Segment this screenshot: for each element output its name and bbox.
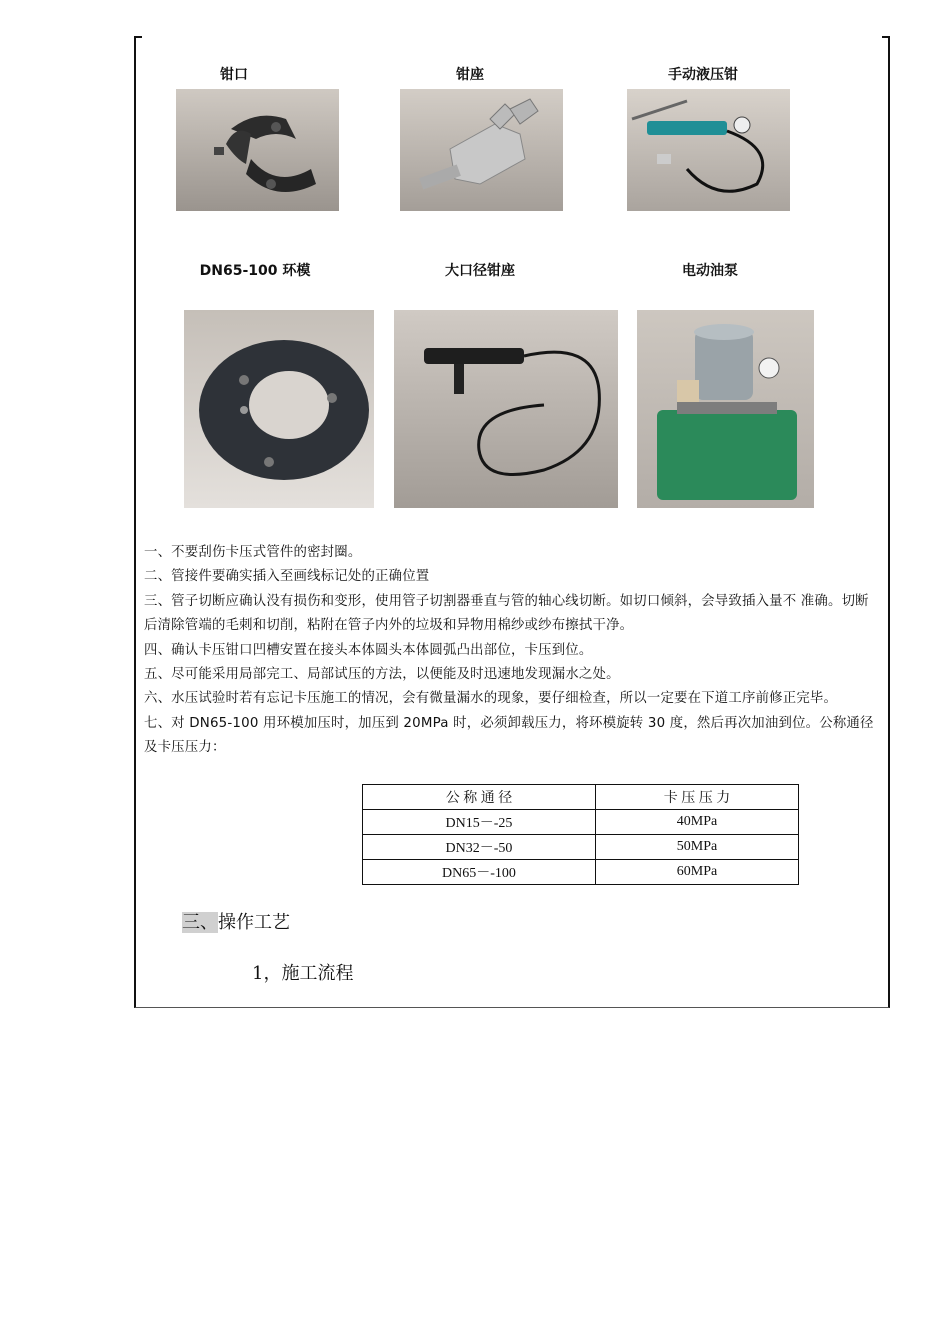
table-header-row — [363, 785, 799, 810]
note-6: 六、水压试验时若有忘记卡压施工的情况，会有微量漏水的现象，要仔细检查，所以一定要在下道工序前修正完毕。 — [144, 691, 838, 707]
diameter-cell: DN65－-100 — [363, 860, 596, 885]
note-1: 一、不要刮伤卡压式管件的密封圈。 — [144, 545, 362, 560]
pressure-cell: 60MPa — [596, 860, 799, 885]
section-heading — [182, 908, 290, 934]
frame-corner-left — [136, 36, 142, 38]
large-holder-photo — [394, 310, 618, 508]
notes-block — [144, 541, 878, 761]
frame-corner-right — [882, 36, 888, 38]
subsection-heading: 1，施工流程 — [252, 963, 354, 984]
table-row — [363, 835, 799, 860]
pressure-table — [362, 784, 799, 885]
tool-label-ring-die: DN65-100 环模 — [199, 263, 311, 279]
manual-pump-photo — [627, 89, 790, 211]
diameter-cell: DN32－-50 — [363, 835, 596, 860]
holder-photo — [400, 89, 563, 211]
tool-label-jaw: 钳口 — [220, 67, 248, 83]
tool-label-manual-pump: 手动液压钳 — [668, 67, 738, 83]
note-2: 二、管接件要确实插入至画线标记处的正确位置 — [144, 569, 430, 585]
electric-pump-photo — [637, 310, 814, 508]
ring-die-photo — [184, 310, 374, 508]
note-4: 四、确认卡压钳口凹槽安置在接头本体圆头本体圆弧凸出部位，卡压到位。 — [144, 642, 593, 658]
tool-label-electric-pump: 电动油泵 — [682, 263, 738, 279]
jaw-photo — [176, 89, 339, 211]
table-row — [363, 810, 799, 835]
header-crimp-pressure: 卡 压 压 力 — [596, 785, 799, 810]
diameter-cell: DN15－-25 — [363, 810, 596, 835]
table-row — [363, 860, 799, 885]
note-5: 五、尽可能采用局部完工、局部试压的方法，以便能及时迅速地发现漏水之处。 — [144, 667, 620, 683]
section-number: 三、 — [182, 912, 218, 933]
note-7: 七、对 DN65-100 用环模加压时，加压到 20MPa 时，必须卸载压力，将环模旋转 30 度，然后再次加油到位。公称通径及卡压压力： — [144, 715, 874, 756]
pressure-cell: 40MPa — [596, 810, 799, 835]
section-title: 操作工艺 — [218, 912, 290, 933]
tool-label-holder: 钳座 — [456, 67, 484, 83]
header-nominal-diameter: 公 称 通 径 — [363, 785, 596, 810]
note-3: 三、管子切断应确认没有损伤和变形，使用管子切割器垂直与管的轴心线切断。如切口倾斜，会导致插入量不 准确。切断后清除管端的毛刺和切削，粘附在管子内外的垃圾和异物用棉纱或纱布擦拭干净。 — [144, 593, 869, 634]
tool-label-large-holder: 大口径钳座 — [445, 263, 515, 279]
pressure-cell: 50MPa — [596, 835, 799, 860]
